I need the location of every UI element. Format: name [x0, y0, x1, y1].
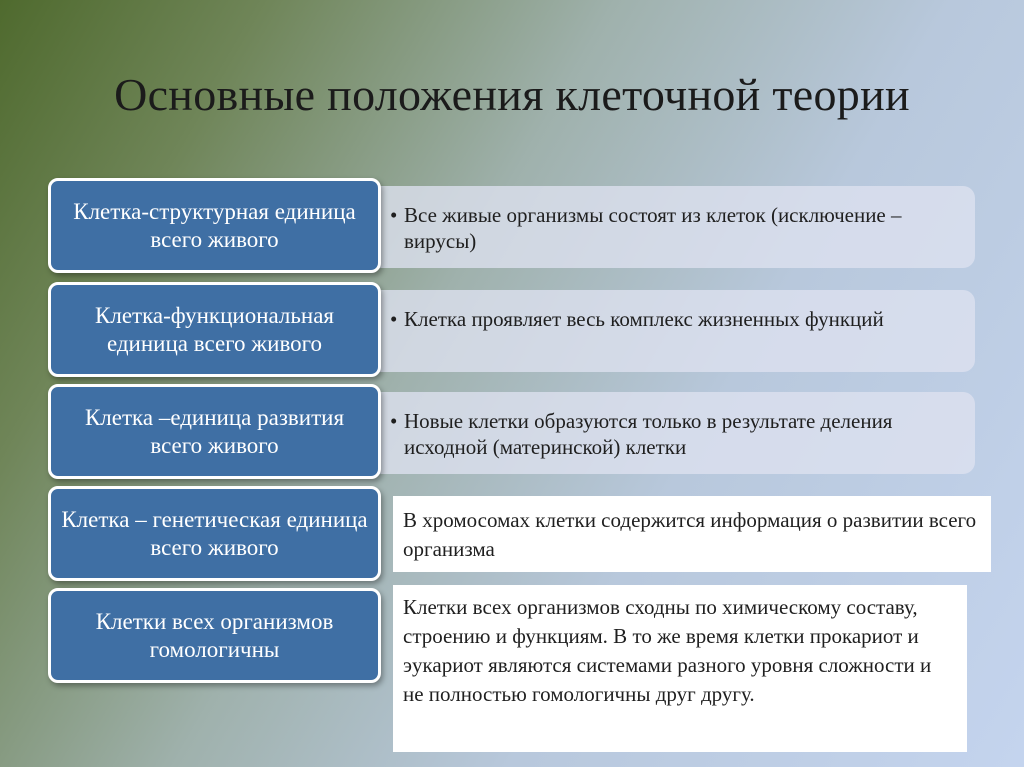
explanation-text: В хромосомах клетки содержится информация о развитии всего организма	[403, 508, 977, 561]
explanation-box-homologous	[393, 585, 967, 752]
principle-label: Клетка –единица развития всего живого	[84, 404, 345, 458]
principle-box-structural	[48, 178, 381, 273]
explanation-box-structural	[362, 186, 975, 268]
principle-label: Клетки всех организмов гомологичны	[95, 608, 334, 662]
principle-box-functional	[48, 282, 381, 377]
principle-box-development	[48, 384, 381, 479]
explanation-text: Клетки всех организмов сходны по химическому составу, строению и функциям. В то же время клетки прокариот и эукариот являются системами разного уровня сложности и не полностью гомологичны друг другу.	[403, 595, 932, 706]
bullet-icon: •	[390, 307, 398, 331]
bullet-icon: •	[390, 203, 398, 227]
explanation-text: Клетка проявляет весь комплекс жизненных функций	[404, 307, 884, 331]
principle-label: Клетка-структурная единица всего живого	[73, 198, 356, 252]
principle-label: Клетка – генетическая единица всего живого	[61, 506, 368, 560]
explanation-text: Новые клетки образуются только в результате деления исходной (материнской) клетки	[404, 409, 893, 459]
slide-title: Основные положения клеточной теории	[114, 69, 910, 120]
explanation-text: Все живые организмы состоят из клеток (исключение –вирусы)	[404, 203, 902, 253]
explanation-box-functional	[362, 290, 975, 372]
explanation-box-genetic	[393, 496, 991, 572]
principle-label: Клетка-функциональная единица всего живого	[95, 302, 334, 356]
explanation-box-development	[362, 392, 975, 474]
principle-box-genetic	[48, 486, 381, 581]
bullet-icon: •	[390, 409, 398, 433]
principle-box-homologous	[48, 588, 381, 683]
